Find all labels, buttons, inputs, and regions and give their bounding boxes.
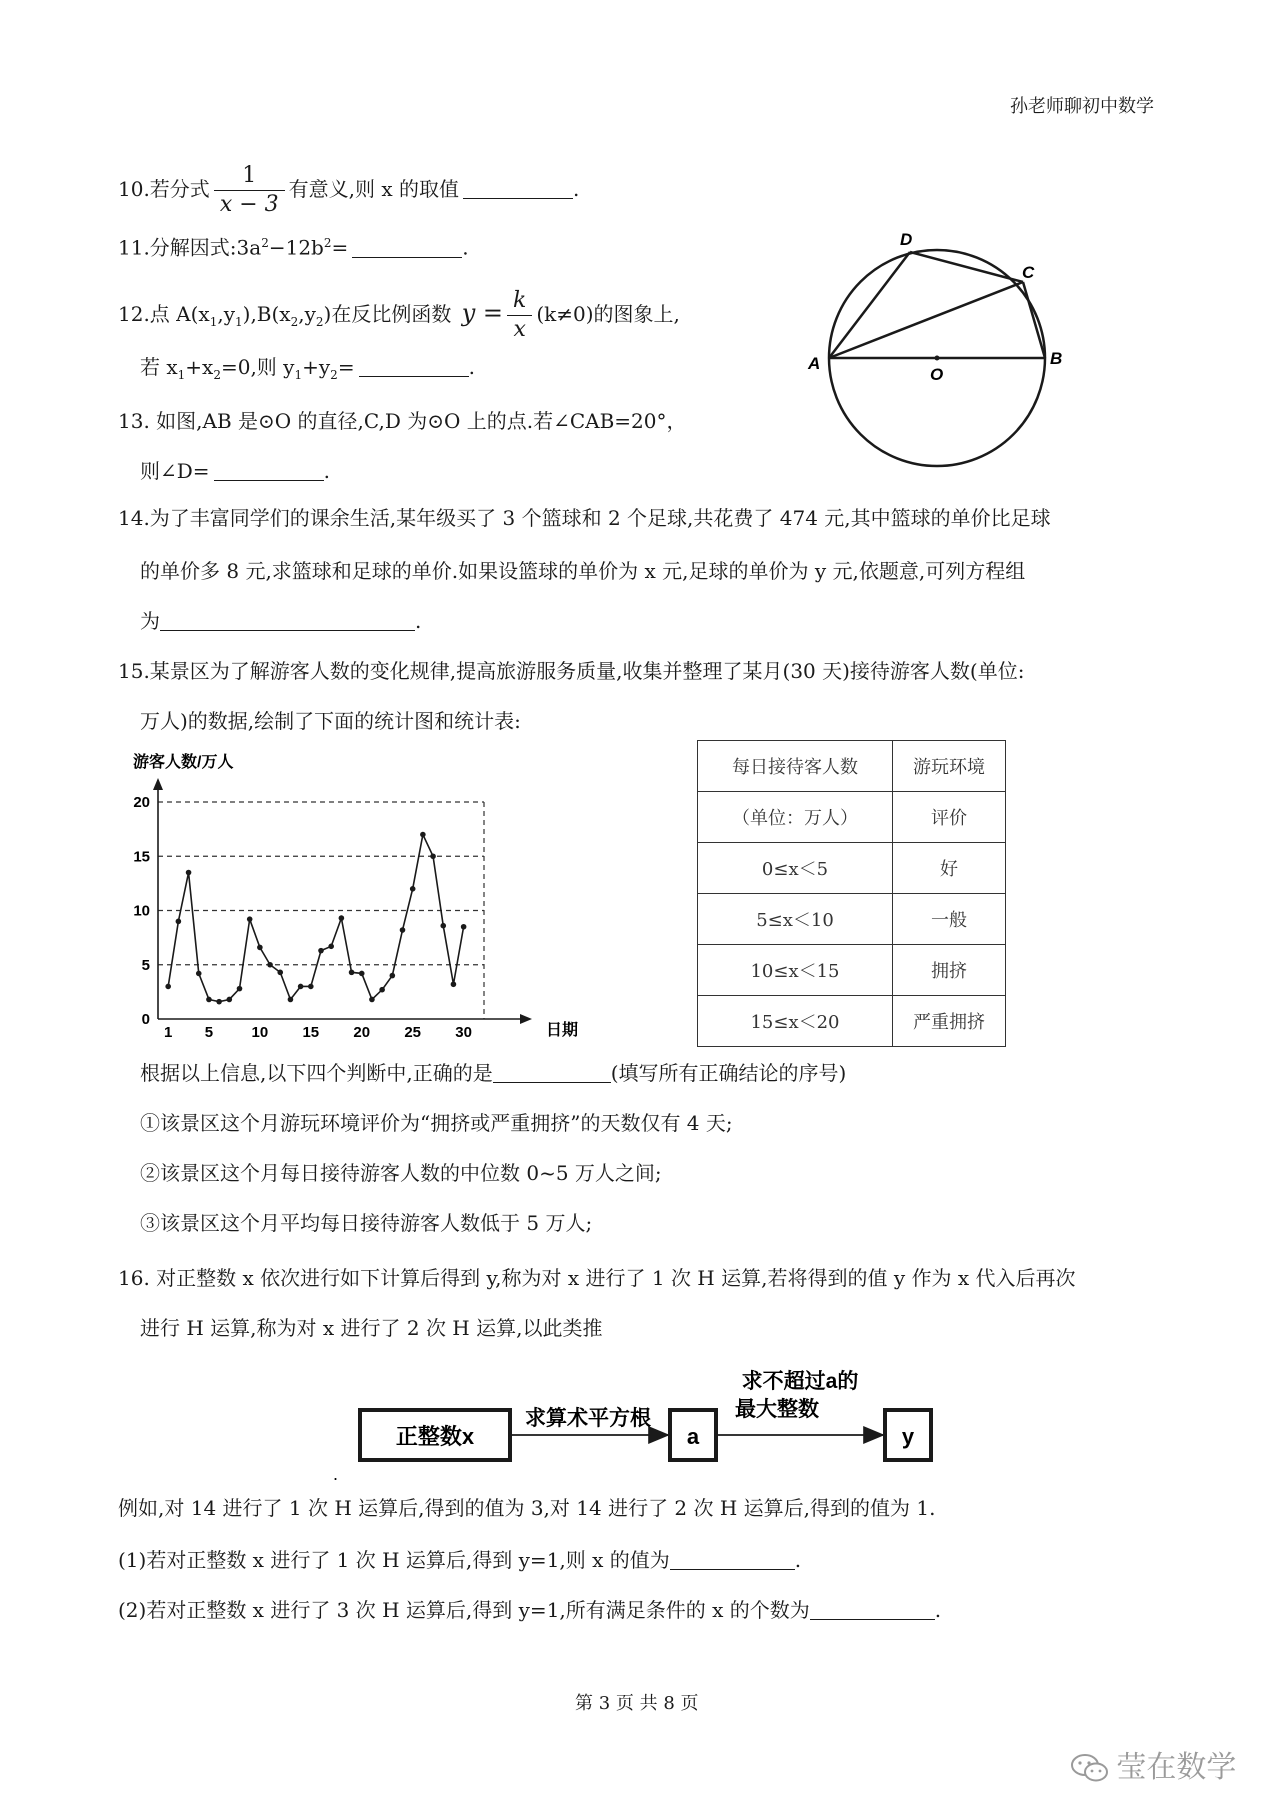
q11-equals: = (331, 235, 349, 260)
question-14-line2: 的单价多 8 元,求篮球和足球的单价.如果设篮球的单价为 x 元,足球的单价为 y 元,依题意,可列方程组 (140, 559, 1026, 583)
h-operation-flowchart (330, 1365, 950, 1485)
data-point-day-12 (277, 970, 283, 976)
chart-ylabel: 游客人数/万人 (133, 754, 234, 771)
question-16-line2: 进行 H 运算,称为对 x 进行了 2 次 H 运算,以此类推 (140, 1316, 603, 1340)
y-axis-arrow (153, 778, 163, 790)
table-cell-range: 15≤x＜20 (698, 996, 893, 1047)
q16-part-1: (1)若对正整数 x 进行了 1 次 H 运算后,得到 y=1,则 x 的值为 . (118, 1548, 802, 1572)
series-line (168, 835, 463, 1002)
box-a-label: a (686, 1424, 700, 1449)
q12-sub-x1: 1 (209, 315, 218, 329)
data-point-day-21 (369, 997, 375, 1003)
data-point-day-23 (390, 973, 396, 979)
q12-answer-blank[interactable] (359, 358, 469, 377)
question-15-prompt (140, 1063, 846, 1083)
x-tick-label-10: 10 (251, 1024, 269, 1040)
data-point-day-28 (440, 923, 446, 929)
table-cell-range: 10≤x＜15 (698, 945, 893, 996)
label-b: B (1050, 349, 1063, 368)
data-point-day-7 (227, 997, 233, 1003)
data-point-day-18 (339, 915, 345, 921)
q12-sub-x2: 2 (290, 315, 299, 329)
data-point-day-5 (206, 997, 212, 1003)
circle-figure (800, 218, 1100, 498)
wechat-icon (1070, 1752, 1110, 1784)
data-point-day-9 (247, 916, 253, 922)
q15-prompt-text: 根据以上信息,以下四个判断中,正确的是 (140, 1061, 493, 1085)
table-row (698, 894, 1006, 945)
chord-cb (1023, 282, 1045, 358)
data-point-day-16 (318, 948, 324, 954)
q16-p1-answer-blank[interactable] (670, 1551, 795, 1570)
center-point (935, 356, 940, 361)
box-y-label: y (901, 1424, 915, 1449)
q10-prefix: 10.若分式 (118, 177, 210, 201)
x-axis-arrow (520, 1014, 532, 1024)
q15-option-3: ③该景区这个月平均每日接待游客人数低于 5 万人; (140, 1211, 593, 1235)
header-source: 孙老师聊初中数学 (1010, 96, 1154, 117)
table-header-eval: 评价 (893, 792, 1006, 843)
q15-option-2: ②该景区这个月每日接待游客人数的中位数 0~5 万人之间; (140, 1161, 662, 1185)
data-point-day-30 (461, 924, 467, 930)
q12-l2-a: 若 x (140, 355, 178, 379)
table-cell-rating: 严重拥挤 (893, 996, 1006, 1047)
question-13-line2: 则∠D= . (140, 459, 330, 483)
label-o: O (930, 365, 944, 384)
tourist-line-chart (128, 750, 608, 1040)
q10-fraction (214, 165, 285, 216)
q16-p2-text: (2)若对正整数 x 进行了 3 次 H 运算后,得到 y=1,所有满足条件的 x 的个数为 (118, 1598, 810, 1622)
page-number: 第 3 页 共 8 页 (575, 1693, 699, 1714)
q16-part-2: (2)若对正整数 x 进行了 3 次 H 运算后,得到 y=1,所有满足条件的 x 的个数为 . (118, 1598, 942, 1622)
q10-frac-den: x − 3 (214, 190, 285, 216)
q15-answer-blank[interactable] (493, 1064, 611, 1083)
q10-suffix: 有意义,则 x 的取值 (288, 177, 459, 201)
question-14-line3: 为 . (140, 609, 422, 633)
table-row (698, 843, 1006, 894)
question-16-line1: 16. 对正整数 x 依次进行如下计算后得到 y,称为对 x 进行了 1 次 H 运算,若将得到的值 y 作为 x 代入后再次 (118, 1266, 1076, 1290)
q12-text-c: ),B(x (242, 302, 291, 326)
q12-text-a: 12.点 A(x (118, 302, 210, 326)
data-point-day-4 (196, 971, 202, 977)
y-tick-label-20: 20 (133, 794, 150, 811)
y-tick-label-0: 0 (141, 1011, 150, 1028)
label-d: D (900, 230, 913, 249)
q12-frac-den: x (507, 315, 532, 341)
question-11: 11.分解因式$:3a^2-12b^2=$ . (118, 235, 469, 260)
table-cell-rating: 拥挤 (893, 945, 1006, 996)
data-point-day-20 (359, 971, 365, 977)
q12-l2-d: +y (302, 355, 331, 379)
table-cell-range: 0≤x＜5 (698, 843, 893, 894)
arrow-floor-label-2: 最大整数 (735, 1398, 819, 1421)
q16-p2-answer-blank[interactable] (810, 1601, 935, 1620)
q10-frac-num: 1 (242, 163, 257, 188)
data-point-day-6 (216, 999, 222, 1005)
q12-frac-num: k (513, 288, 527, 313)
data-point-day-19 (349, 970, 355, 976)
q14-prompt: 为 (140, 609, 160, 633)
q12-text-b: ,y (217, 302, 235, 326)
question-15-line2: 万人)的数据,绘制了下面的统计图和统计表: (140, 709, 521, 733)
q11-answer-blank[interactable] (352, 239, 462, 258)
data-point-day-26 (420, 832, 426, 838)
flow-dot: . (333, 1464, 339, 1484)
data-point-day-22 (379, 987, 385, 993)
table-cell-rating: 好 (893, 843, 1006, 894)
table-header-count: 每日接待客人数 (698, 741, 893, 792)
question-14-line1: 14.为了丰富同学们的课余生活,某年级买了 3 个篮球和 2 个足球,共花费了 474 元,其中篮球的单价比足球 (118, 506, 1051, 530)
data-point-day-10 (257, 945, 263, 951)
table-header-rating: 游玩环境 (893, 741, 1006, 792)
data-point-day-1 (165, 984, 171, 990)
q12-l2-e: = (337, 355, 355, 379)
y-tick-label-5: 5 (141, 956, 150, 974)
q12-l2-b: +x (185, 355, 214, 379)
y-tick-label-15: 15 (133, 848, 150, 866)
data-point-day-15 (308, 984, 314, 990)
table-row (698, 996, 1006, 1047)
q12-sub-y2: 2 (315, 315, 324, 329)
table-cell-rating: 一般 (893, 894, 1006, 945)
q12-l2-sub1: 1 (177, 368, 186, 382)
q12-l2-sub3: 1 (294, 368, 303, 382)
question-15-line1: 15.某景区为了解游客人数的变化规律,提高旅游服务质量,收集并整理了某月(30 天)接待游客人数(单位: (118, 659, 1025, 683)
q10-answer-blank[interactable] (463, 180, 573, 199)
chart-xlabel: 日期 (546, 1022, 579, 1039)
label-c: C (1022, 263, 1035, 282)
data-point-day-29 (451, 981, 457, 987)
x-tick-label-30: 30 (455, 1024, 472, 1040)
box-positive-integer-label: 正整数x (395, 1424, 475, 1449)
q13-prompt: 则∠D= (140, 459, 210, 483)
question-13-line1: 13. 如图,AB 是⊙O 的直径,C,D 为⊙O 上的点.若∠CAB=20°， (118, 409, 687, 433)
data-point-day-2 (176, 919, 182, 925)
chord-dc (910, 252, 1023, 282)
q16-p1-text: (1)若对正整数 x 进行了 1 次 H 运算后,得到 y=1,则 x 的值为 (118, 1548, 670, 1572)
q15-prompt-tail: (填写所有正确结论的序号) (610, 1061, 847, 1085)
data-point-day-13 (288, 997, 294, 1003)
q11-prefix: 11.分解因式:3a (118, 235, 262, 260)
q13-answer-blank[interactable] (214, 462, 324, 481)
q16-example: 例如,对 14 进行了 1 次 H 运算后,得到的值为 3,对 14 进行了 2 次 H 运算后,得到的值为 1. (118, 1496, 936, 1520)
q15-option-1: ①该景区这个月游玩环境评价为“拥挤或严重拥挤”的天数仅有 4 天; (140, 1111, 733, 1135)
arrow-sqrt-label: 求算术平方根 (525, 1407, 651, 1430)
data-point-day-24 (400, 927, 406, 933)
table-row (698, 945, 1006, 996)
x-tick-label-5: 5 (204, 1024, 214, 1040)
data-point-day-27 (430, 853, 436, 859)
data-point-day-3 (186, 870, 192, 876)
q12-text-f: (k≠0)的图象上, (536, 302, 680, 326)
question-12-line1 (118, 290, 680, 341)
data-point-day-11 (267, 962, 273, 968)
data-point-day-14 (298, 984, 304, 990)
table-header-unit: （单位：万人） (698, 792, 893, 843)
watermark-text: 莹在数学 (1116, 1750, 1237, 1785)
x-tick-label-25: 25 (404, 1024, 422, 1040)
y-tick-label-10: 10 (133, 902, 150, 920)
data-point-day-17 (328, 944, 334, 950)
q12-l2-c: =0,则 y (220, 355, 295, 379)
data-point-day-8 (237, 986, 243, 992)
data-point-day-25 (410, 886, 416, 892)
q12-l2-sub4: 2 (330, 368, 338, 382)
q11-exp2: 2 (323, 236, 332, 250)
x-tick-label-15: 15 (302, 1024, 320, 1040)
q12-sub-y1: 1 (235, 315, 243, 329)
q12-fraction (507, 290, 532, 341)
q12-l2-sub2: 2 (213, 368, 221, 382)
q12-text-e: )在反比例函数 (323, 302, 452, 326)
label-a: A (808, 354, 821, 373)
watermark (1070, 1752, 1236, 1784)
rating-table (697, 740, 1006, 1047)
q11-exp1: 2 (261, 236, 269, 250)
x-tick-label-1: 1 (164, 1024, 173, 1040)
x-tick-label-20: 20 (353, 1024, 371, 1040)
q11-mid: −12b (268, 235, 324, 260)
table-cell-range: 5≤x＜10 (698, 894, 893, 945)
q12-text-d: ,y (298, 302, 316, 326)
q12-y-equals: y = (461, 299, 503, 327)
question-12-line2: 若 $x_1+x_2=0$,则 $y_1+y_2=$ . (140, 355, 475, 382)
question-10: 10.若分式 $\frac{1}{x - 3}$ 有意义,则 x 的取值 . (118, 163, 580, 217)
q14-answer-blank[interactable] (160, 612, 415, 631)
arrow-floor-label-1: 求不超过a的 (741, 1370, 859, 1393)
